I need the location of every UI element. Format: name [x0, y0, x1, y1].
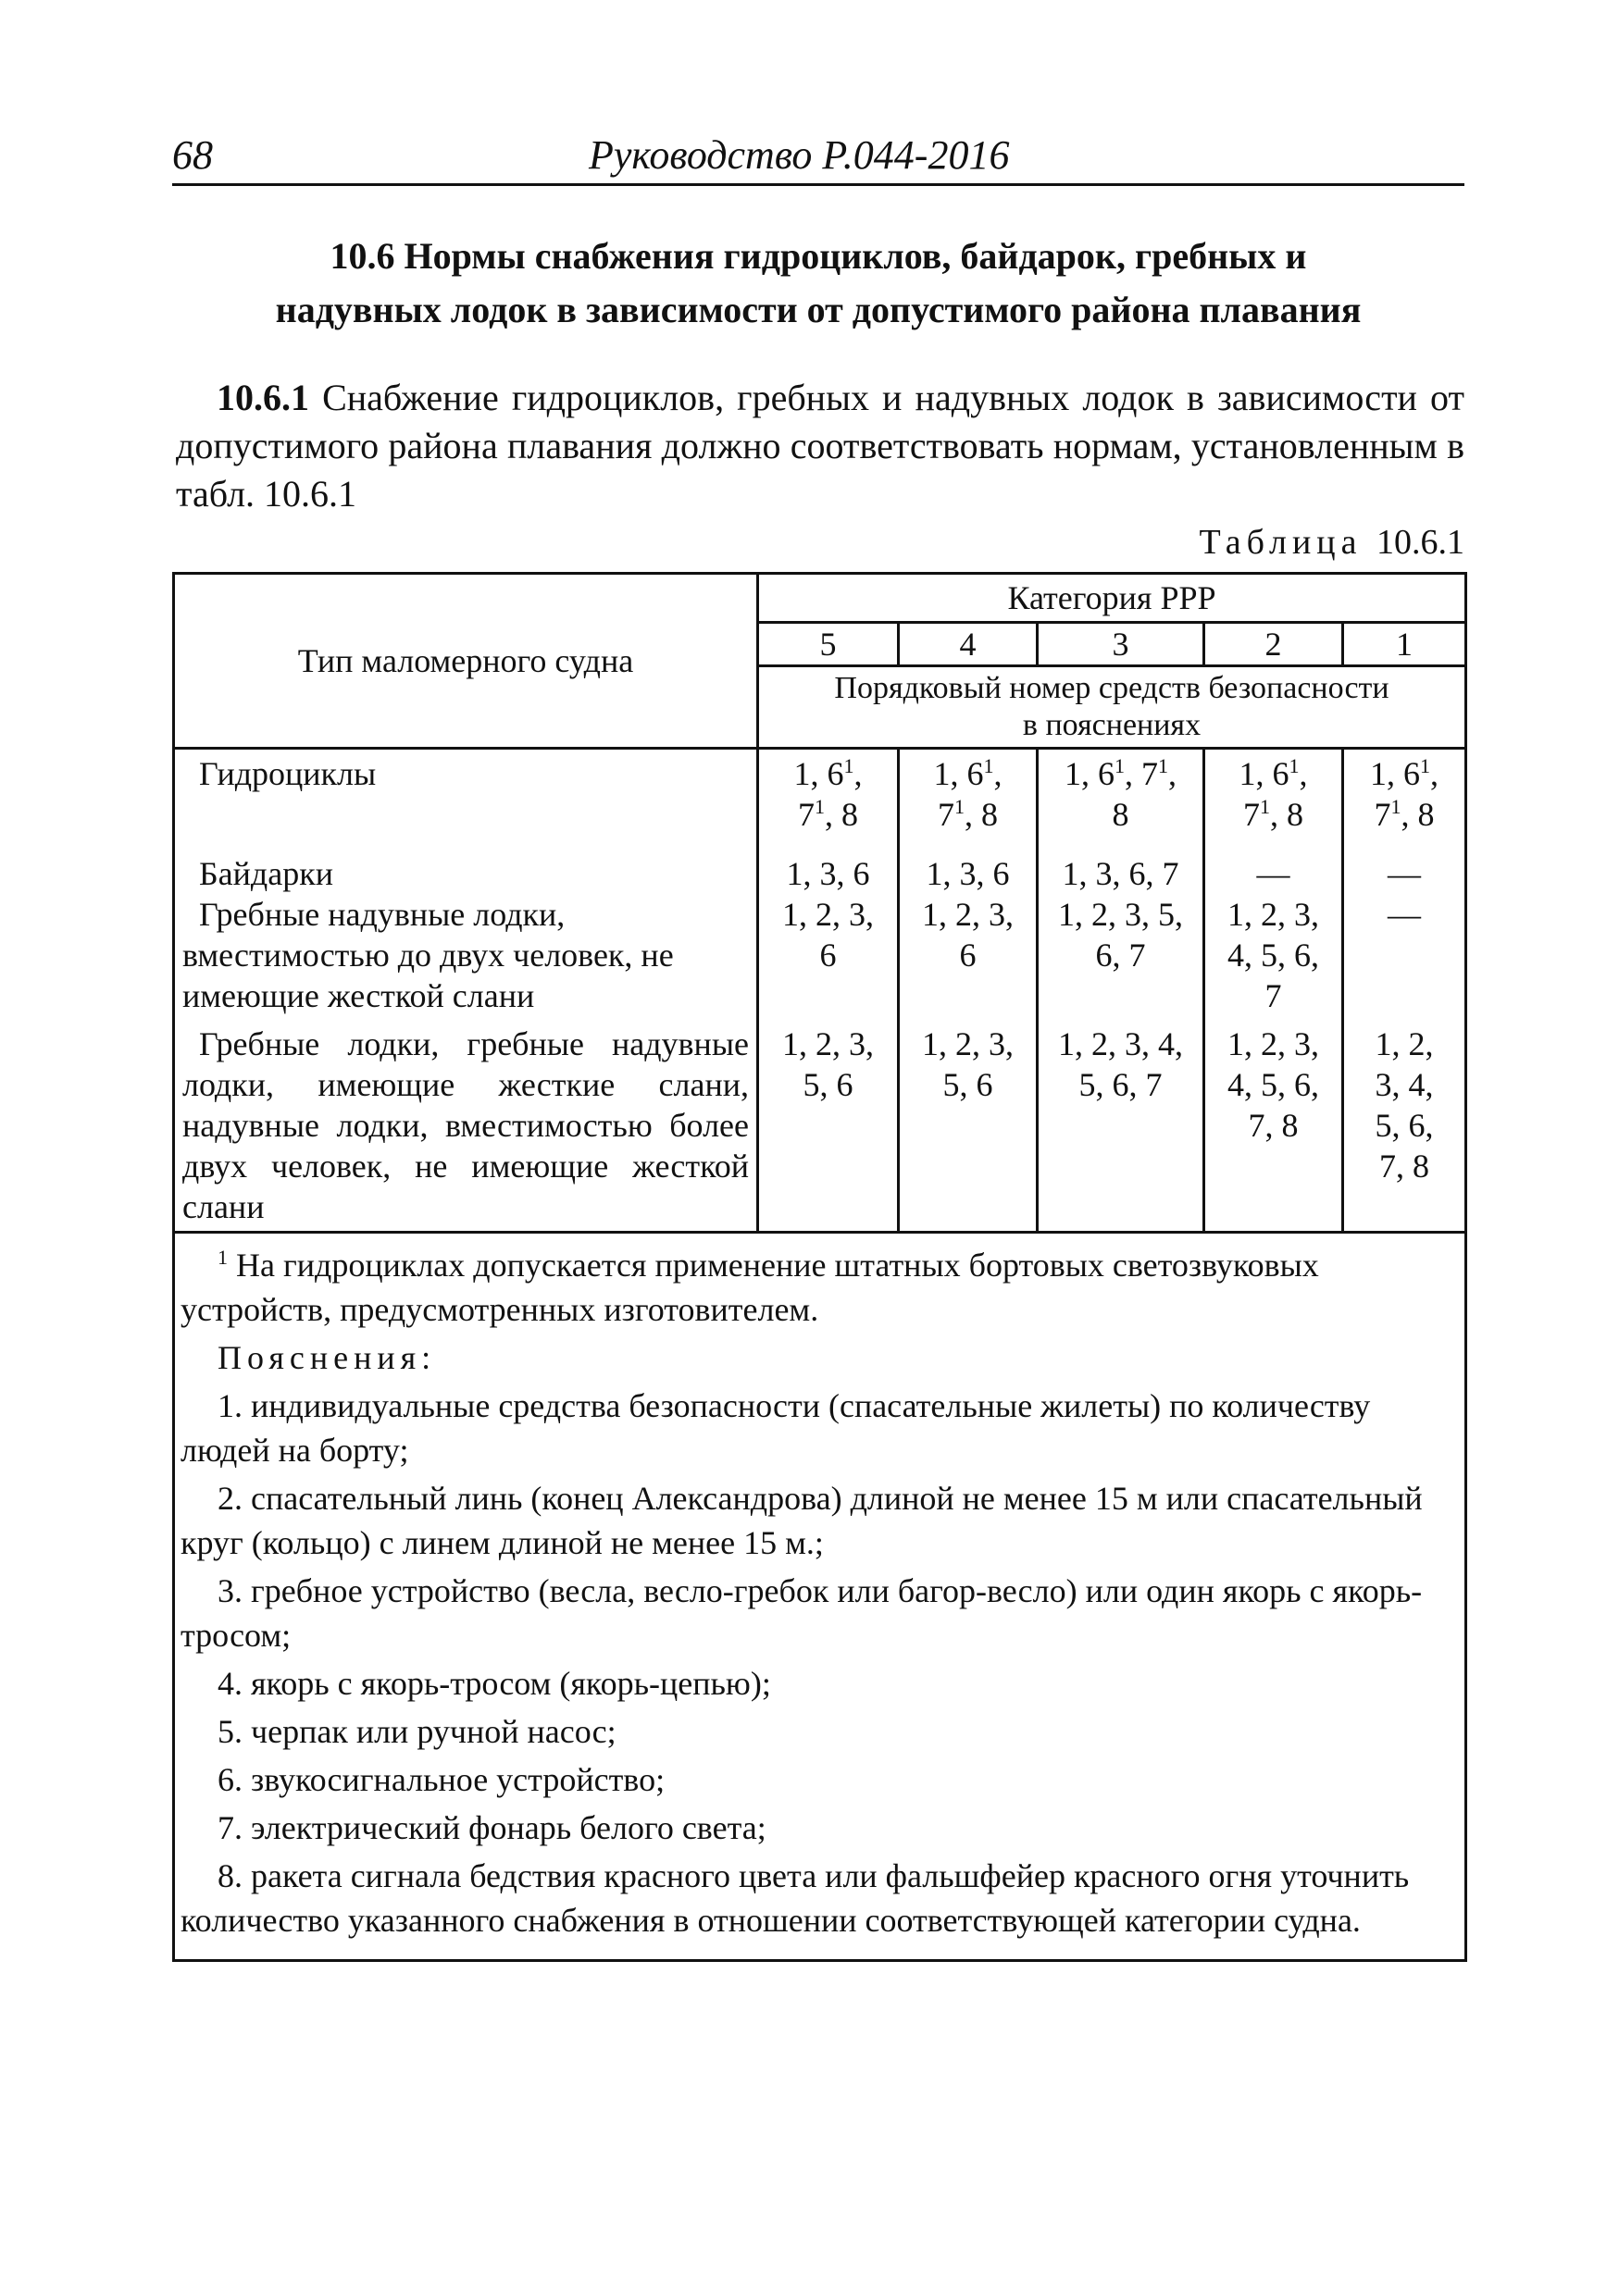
category-2-column [1204, 749, 1343, 1233]
note-item: 1. индивидуальные средства безопасности (спасательные жилеты) по количеству людей на борту; [181, 1387, 1371, 1469]
cell-value: 1, 3, 6 [926, 855, 1010, 892]
notes-title: Пояснения: [218, 1339, 437, 1376]
header-category-1: 1 [1343, 623, 1466, 666]
paragraph-number: 10.6.1 [217, 377, 309, 418]
note-item: 8. ракета сигнала бедствия красного цвета или фальшфейер красного огня уточнить количество указанного снабжения в отношении соответствующей категории судна. [181, 1857, 1410, 1939]
paragraph-10-6-1 [176, 374, 1464, 518]
cell-value: 1, $6^1$, $7^1$, 8 [1065, 754, 1177, 833]
table-header-row-1 [174, 574, 1466, 623]
cell-value: 1, $6^1$, $7^1$, 8 [793, 754, 863, 833]
cell-value: 1, 2, 3, 5, 6 [782, 1025, 874, 1103]
paragraph-text: Снабжение гидроциклов, гребных и надувных лодок в зависимости от допустимого района плавания должно соответствовать нормам, установленным в табл. 10.6.1 [176, 377, 1464, 515]
cell-value: — [1388, 896, 1421, 933]
cell-value: — [1388, 855, 1421, 892]
table-notes [174, 1233, 1466, 1961]
table-caption-number: 10.6.1 [1376, 523, 1464, 562]
header-category-2: 2 [1204, 623, 1343, 666]
cell-value: — [1256, 855, 1290, 892]
header-order-number [758, 666, 1466, 749]
header-category-3: 3 [1038, 623, 1204, 666]
category-3-column [1038, 749, 1204, 1233]
cell-value: 1, 2, 3, 4, 5, 6, 7, 8 [1227, 1025, 1319, 1144]
note-item: 3. гребное устройство (весла, весло-гребок или багор-весло) или один якорь с якорь-тросом; [181, 1572, 1423, 1654]
vessel-type-label: Байдарки [199, 855, 333, 892]
cell-value: 1, 2, 3, 5, 6 [922, 1025, 1014, 1103]
cell-value: 1, $6^1$, $7^1$, 8 [1370, 754, 1438, 833]
footnote-mark: 1 [218, 1246, 228, 1269]
cell-value: 1, 2, 3, 5, 6, 7 [1058, 896, 1183, 974]
vessel-type-label: Гребные лодки, гребные надувные лодки, имеющие жесткие слани, надувные лодки, вместимостью более двух человек, не имеющие жесткой слани [182, 1025, 749, 1225]
cell-value: 1, $6^1$, $7^1$, 8 [1239, 754, 1308, 833]
category-4-column [899, 749, 1038, 1233]
note-item: 6. звукосигнальное устройство; [218, 1761, 666, 1798]
section-title-line-2: надувных лодок в зависимости от допустимого района плавания [275, 289, 1362, 330]
page-number: 68 [172, 132, 213, 178]
table-body-row [174, 749, 1466, 1233]
vessel-type-cell [174, 749, 758, 1233]
cell-value: 1, 2, 3, 6 [782, 896, 874, 974]
cell-value: 1, 2, 3, 4, 5, 6, 7 [1227, 896, 1319, 1014]
header-category-5: 5 [758, 623, 899, 666]
section-title-line-1: 10.6 Нормы снабжения гидроциклов, байдарок, гребных и [330, 235, 1307, 277]
section-title [172, 230, 1464, 337]
note-item: 7. электрический фонарь белого света; [218, 1809, 766, 1846]
cell-value: 1, 2, 3, 6 [922, 896, 1014, 974]
vessel-type-label: Гребные надувные лодки, вместимостью до двух человек, не имеющие жесткой слани [182, 896, 674, 1014]
header-category-4: 4 [899, 623, 1038, 666]
header-vessel-type: Тип маломерного судна [174, 574, 758, 749]
table-caption [1199, 522, 1464, 563]
note-item: 2. спасательный линь (конец Александрова) длиной не менее 15 м или спасательный круг (кольцо) с линем длиной не менее 15 м.; [181, 1480, 1423, 1561]
footnote [181, 1243, 1451, 1332]
header-order-line-2: в пояснениях [1022, 708, 1202, 742]
table-caption-word: Таблица [1199, 523, 1363, 562]
category-1-column [1343, 749, 1466, 1233]
table-notes-row [174, 1233, 1466, 1961]
cell-value: 1, 2, 3, 4, 5, 6, 7 [1058, 1025, 1183, 1103]
cell-value: 1, 2, 3, 4, 5, 6, 7, 8 [1375, 1025, 1434, 1185]
note-item: 5. черпак или ручной насос; [218, 1713, 616, 1750]
running-header [172, 128, 1468, 185]
category-5-column [758, 749, 899, 1233]
cell-value: 1, 3, 6, 7 [1062, 855, 1179, 892]
vessel-type-label: Гидроциклы [199, 755, 377, 792]
header-category: Категория РРР [758, 574, 1466, 623]
note-item: 4. якорь с якорь-тросом (якорь-цепью); [218, 1665, 771, 1702]
cell-value: 1, $6^1$, $7^1$, 8 [933, 754, 1003, 833]
supply-norms-table [172, 572, 1467, 1962]
footnote-text: На гидроциклах допускается применение штатных бортовых светозвуковых устройств, предусмотренных изготовителем. [181, 1247, 1319, 1328]
header-rule [172, 183, 1464, 186]
running-title: Руководство Р.044-2016 [589, 132, 1010, 178]
header-order-line-1: Порядковый номер средств безопасности [834, 671, 1389, 705]
cell-value: 1, 3, 6 [786, 855, 870, 892]
